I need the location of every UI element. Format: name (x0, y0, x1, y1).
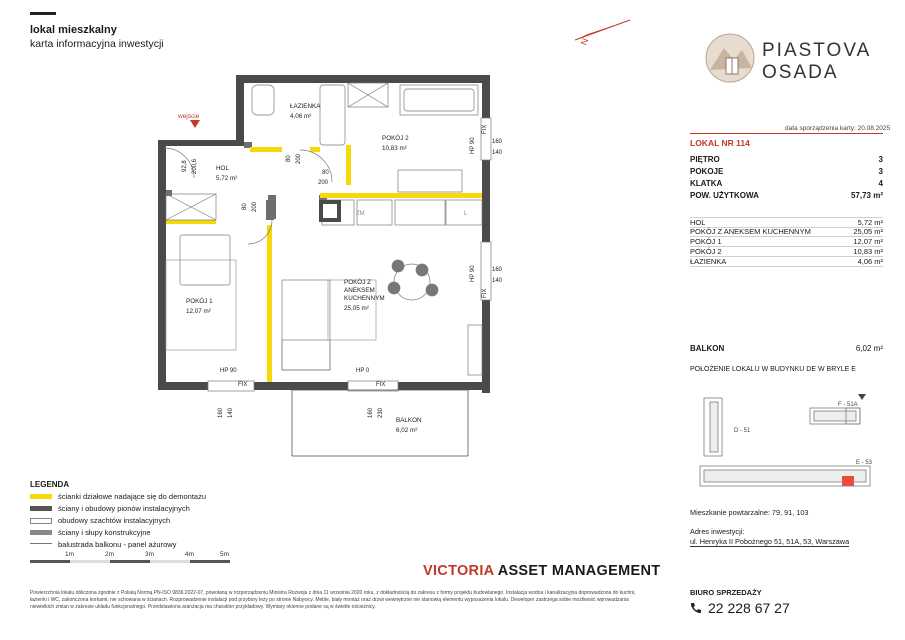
sales-office-title: BIURO SPRZEDAŻY (690, 588, 762, 597)
svg-text:KUCHENNYM: KUCHENNYM (344, 295, 385, 302)
svg-text:160: 160 (218, 407, 224, 418)
svg-text:6,02 m²: 6,02 m² (396, 427, 418, 434)
legend-swatch-grey (30, 530, 52, 535)
legend-swatch-yellow (30, 494, 52, 499)
svg-text:200: 200 (296, 153, 302, 164)
legend-swatch-line (30, 543, 52, 546)
svg-text:80: 80 (322, 170, 329, 176)
svg-text:2m: 2m (105, 551, 115, 558)
svg-text:140: 140 (492, 278, 503, 284)
svg-text:ŁAZIENKA: ŁAZIENKA (290, 103, 321, 110)
svg-text:L: L (464, 211, 468, 217)
svg-text:POKÓJ Z: POKÓJ Z (344, 279, 371, 286)
room-row-hol: HOL 5,72 m² (690, 218, 883, 227)
svg-text:FIX: FIX (238, 382, 248, 388)
repeat-units: Mieszkanie powtarzalne: 79, 91, 103 (690, 508, 809, 517)
svg-text:ANEKSEM: ANEKSEM (344, 287, 375, 294)
room-row-pokoj2: POKÓJ 2 10,83 m² (690, 247, 883, 256)
svg-text:D - 51: D - 51 (734, 428, 751, 434)
company-name: VICTORIA ASSET MANAGEMENT (423, 563, 661, 579)
info-row-area: POW. UŻYTKOWA 57,73 m² (690, 191, 883, 200)
svg-text:FIX: FIX (482, 124, 488, 134)
svg-text:4m: 4m (185, 551, 195, 558)
info-divider (690, 133, 883, 134)
brand-name-line2: OSADA (762, 62, 839, 83)
svg-text:230: 230 (378, 407, 384, 418)
brand-logo-icon (704, 32, 756, 84)
legend-swatch-dark (30, 506, 52, 511)
info-row-floor: PIĘTRO 3 (690, 155, 883, 164)
svg-text:F - 51A: F - 51A (838, 402, 858, 408)
svg-text:HOL: HOL (216, 165, 229, 172)
legend-title: LEGENDA (30, 480, 70, 489)
north-arrow-icon (570, 12, 640, 47)
svg-text:12,07 m²: 12,07 m² (186, 308, 211, 315)
svg-text:92,8: 92,8 (182, 160, 188, 172)
svg-text:N: N (578, 36, 591, 47)
svg-text:wejście: wejście (178, 113, 200, 120)
svg-text:140: 140 (228, 407, 234, 418)
svg-text:5,72 m²: 5,72 m² (216, 175, 238, 182)
legend-item-demountable: ścianki działowe nadające się do demontażu (30, 492, 206, 501)
room-row-lazienka: ŁAZIENKA 4,06 m² (690, 257, 883, 266)
floor-plan (150, 70, 503, 460)
room-row-aneks: POKÓJ Z ANEKSEM KUCHENNYM 25,05 m² (690, 227, 883, 236)
footer-note: Powierzchnia lokalu obliczona zgodnie z Polską Normą PN-ISO 9836:2022-07, powołaną w rozporządzeniu Ministra Rozwoju z dnia 11 września 2020 roku, z dokładnością do zakresu z formy projektu budowlanego. Instalacja wodna i kanalizacyjna doprowadzona do kuchni, łazienki i WC, zakończona korkami, nie schowana w ścianach. Rozprowadzenie instalacji pod przybory leży po stronie Nabywcy. Meble, biały montaż oraz drzwi wewnętrzne nie stanowią elementu wyposażenia lokalu. Deweloper zastrzega sobie możliwość wprowadzania niewielkich zmian w zakresie układu funkcjonalnego. Przedstawiona aranżacja ma charakter przykładowy. Wymiary okienne podane są w świetle ościeżnicy. (30, 590, 636, 610)
svg-text:ZM: ZM (356, 211, 365, 217)
page-subtitle: karta informacyjna inwestycji (30, 38, 164, 50)
legend-item-install-walls: ściany i obudowy pionów instalacyjnych (30, 504, 190, 513)
address-label: Adres inwestycji: (690, 527, 745, 536)
room-row-pokoj1: POKÓJ 1 12,07 m² (690, 237, 883, 246)
legend-item-structural: ściany i słupy konstrukcyjne (30, 528, 151, 537)
svg-text:5m: 5m (220, 551, 230, 558)
svg-text:160: 160 (492, 267, 503, 273)
brand-name-line1: PIASTOVA (762, 40, 872, 61)
svg-text:80: 80 (242, 203, 248, 210)
svg-text:BALKON: BALKON (396, 417, 422, 424)
svg-text:200: 200 (252, 201, 258, 212)
svg-text:10,83 m²: 10,83 m² (382, 145, 407, 152)
address: ul. Henryka II Pobożnego 51, 51A, 53, Warszawa (690, 537, 850, 546)
svg-text:HP 90: HP 90 (470, 265, 476, 282)
info-row-balkon: BALKON 6,02 m² (690, 344, 883, 353)
position-title: POŁOŻENIE LOKALU W BUDYNKU DE W BRYLE E (690, 366, 856, 373)
svg-text:HP 0: HP 0 (356, 368, 370, 374)
svg-text:E - 53: E - 53 (856, 460, 873, 466)
site-map (690, 392, 885, 502)
svg-text:160: 160 (492, 139, 503, 145)
svg-text:200,6: 200,6 (192, 158, 198, 174)
scale-bar (30, 548, 230, 570)
sales-phone[interactable]: 22 228 67 27 (690, 600, 790, 616)
info-row-stairwell: KLATKA 4 (690, 179, 883, 188)
svg-text:80: 80 (286, 155, 292, 162)
svg-text:3m: 3m (145, 551, 155, 558)
svg-text:POKÓJ 2: POKÓJ 2 (382, 135, 409, 142)
svg-text:FIX: FIX (482, 288, 488, 298)
lokal-number: LOKAL NR 114 (690, 138, 750, 148)
legend-swatch-outline (30, 518, 52, 524)
legend-item-shafts: obudowy szachtów instalacyjnych (30, 516, 170, 525)
info-row-rooms: POKOJE 3 (690, 167, 883, 176)
svg-text:1m: 1m (65, 551, 75, 558)
phone-icon (690, 602, 702, 614)
card-date: data sporządzenia karty: 20.08.2025 (785, 125, 891, 132)
svg-text:140: 140 (492, 150, 503, 156)
legend-item-balustrade: balustrada balkonu - panel ażurowy (30, 540, 176, 549)
svg-text:HP 90: HP 90 (470, 137, 476, 154)
svg-text:160: 160 (368, 407, 374, 418)
header-rule (30, 12, 56, 15)
svg-text:HP 90: HP 90 (220, 368, 237, 374)
svg-text:POKÓJ 1: POKÓJ 1 (186, 298, 213, 305)
page-title: lokal mieszkalny (30, 24, 117, 36)
svg-text:4,06 m²: 4,06 m² (290, 113, 312, 120)
svg-text:200: 200 (318, 180, 329, 186)
svg-text:25,05 m²: 25,05 m² (344, 305, 369, 312)
svg-text:FIX: FIX (376, 382, 386, 388)
